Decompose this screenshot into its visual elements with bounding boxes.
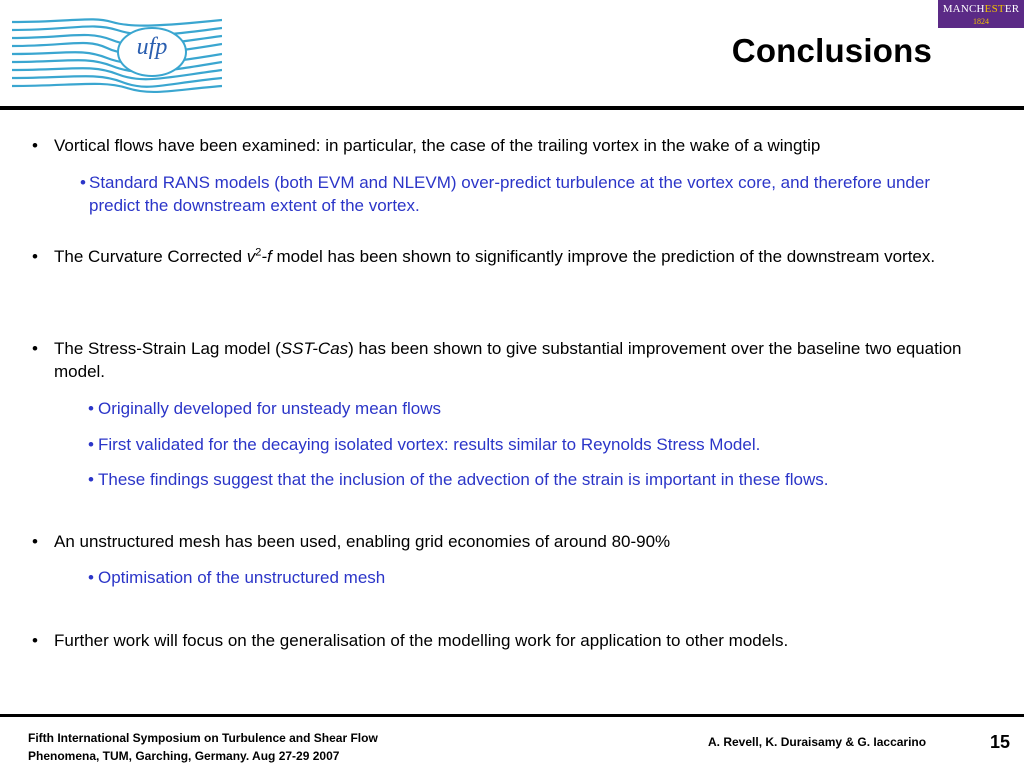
footer-divider: [0, 714, 1024, 717]
bullet-stress-strain-lag: • The Stress-Strain Lag model (SST-Cas) has been shown to give substantial improvement over the baseline two equation model.: [54, 337, 964, 383]
sub-bullet-decaying-vortex: • First validated for the decaying isolated vortex: results similar to Reynolds Stress Model.: [98, 433, 978, 456]
sub-bullet-advection-strain: • These findings suggest that the inclusion of the advection of the strain is important in these flows.: [98, 468, 978, 491]
sub-bullet-unsteady-flows: • Originally developed for unsteady mean flows: [98, 397, 978, 420]
ufp-logo-text: ufp: [136, 34, 168, 60]
page-title: Conclusions: [731, 32, 932, 69]
sub-bullet-mesh-optimisation: • Optimisation of the unstructured mesh: [98, 566, 978, 589]
bullet-unstructured-mesh: • An unstructured mesh has been used, enabling grid economies of around 80-90%: [54, 530, 964, 553]
sub-bullet-rans-models: • Standard RANS models (both EVM and NLEVM) over-predict turbulence at the vortex core, and therefore under predict the downstream extent of the vortex.: [89, 171, 969, 217]
footer-conference: [28, 729, 468, 765]
footer-conference-line2: Phenomena, TUM, Garching, Germany. Aug 27-29 2007: [28, 749, 340, 763]
university-logo: [938, 0, 1024, 28]
bullet-curvature-corrected: • The Curvature Corrected $v^2-f$ model has been shown to significantly improve the prediction of the downstream vortex.: [54, 245, 964, 268]
header-divider: [0, 106, 1024, 110]
bullet-further-work: • Further work will focus on the generalisation of the modelling work for application to other models.: [54, 629, 964, 652]
footer-authors: A. Revell, K. Duraisamy & G. Iaccarino: [708, 735, 927, 749]
bullet-vortical-flows: • Vortical flows have been examined: in particular, the case of the trailing vortex in the wake of a wingtip: [54, 134, 964, 157]
ufp-logo: [12, 8, 222, 98]
university-year: 1824: [973, 17, 989, 26]
ufp-logo-graphic: [12, 8, 222, 98]
page-number: 15: [990, 732, 1011, 752]
university-name: MANCHESTER: [942, 3, 1020, 15]
footer-conference-line1: Fifth International Symposium on Turbulence and Shear Flow: [28, 731, 378, 745]
